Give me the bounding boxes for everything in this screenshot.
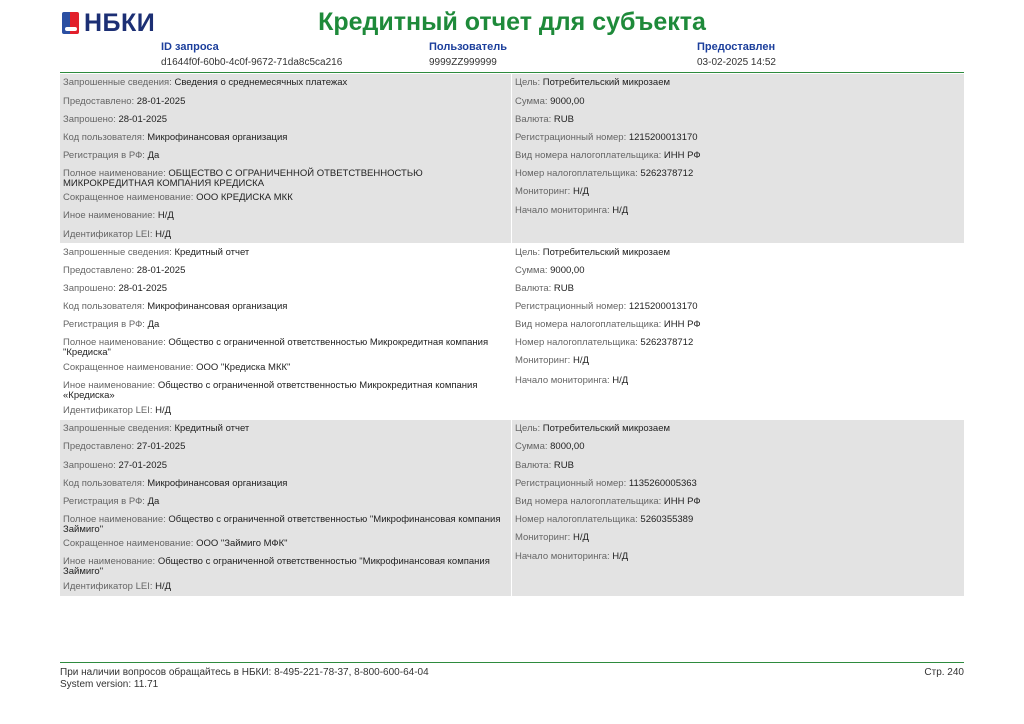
field-reg-number (515, 133, 955, 143)
field-value: Да (147, 319, 160, 330)
field-monitoring-start (515, 376, 955, 386)
header-divider (60, 72, 964, 73)
field-value: Кредитный отчет (174, 247, 250, 258)
field-amount (515, 97, 955, 107)
footer-version: System version: 11.71 (60, 679, 159, 690)
field-key: Запрошено: (63, 114, 116, 125)
field-value: ИНН РФ (663, 150, 701, 161)
footer-divider (60, 662, 964, 663)
field-key: Идентификатор LEI: (63, 581, 153, 592)
field-key: Регистрация в РФ: (63, 319, 145, 330)
field-tax-id-type (515, 497, 955, 507)
field-value: Потребительский микрозаем (542, 423, 671, 434)
meta-provided (697, 40, 776, 70)
field-registration-rf (63, 320, 503, 330)
field-key: Начало мониторинга: (515, 375, 610, 386)
footer-info (60, 667, 429, 691)
field-key: Валюта: (515, 114, 552, 125)
field-purpose (515, 78, 955, 88)
field-key: Цель: (515, 423, 541, 434)
field-key: Сумма: (515, 441, 548, 452)
field-value: RUB (553, 460, 574, 471)
field-tax-id-type (515, 151, 955, 161)
field-value: Н/Д (612, 205, 629, 216)
field-full-name (63, 515, 503, 535)
inquiry-left-column (60, 244, 511, 420)
field-key: Сокращенное наименование: (63, 362, 194, 373)
field-key: Запрошенные сведения: (63, 247, 172, 258)
field-value: Потребительский микрозаем (542, 77, 671, 88)
field-short-name (63, 193, 503, 203)
field-tax-id (515, 338, 955, 348)
meta-label: Пользователь (429, 41, 508, 53)
field-value: 28-01-2025 (118, 283, 168, 294)
field-tax-id (515, 515, 955, 525)
field-key: Предоставлено: (63, 441, 135, 452)
field-value: Кредитный отчет (174, 423, 250, 434)
field-value: 5262378712 (640, 337, 694, 348)
field-value: Микрофинансовая организация (147, 301, 288, 312)
field-value: ИНН РФ (663, 496, 701, 507)
field-requested (63, 284, 503, 294)
meta-label: Предоставлен (697, 41, 776, 53)
field-registration-rf (63, 497, 503, 507)
field-key: Код пользователя: (63, 301, 145, 312)
field-monitoring (515, 533, 955, 543)
field-value: Н/Д (155, 581, 172, 592)
field-reg-number (515, 479, 955, 489)
field-provided (63, 442, 503, 452)
field-key: Номер налогоплательщика: (515, 337, 638, 348)
field-tax-id (515, 169, 955, 179)
field-value: ООО КРЕДИСКА МКК (196, 192, 293, 203)
field-key: Регистрация в РФ: (63, 150, 145, 161)
field-key: Код пользователя: (63, 132, 145, 143)
field-key: Запрошено: (63, 460, 116, 471)
field-key: Сокращенное наименование: (63, 538, 194, 549)
field-value: Н/Д (572, 186, 589, 197)
meta-user (429, 40, 507, 70)
field-key: Валюта: (515, 283, 552, 294)
inquiry-section (60, 420, 964, 596)
meta-value: 03-02-2025 14:52 (697, 57, 776, 68)
field-monitoring-start (515, 206, 955, 216)
field-requested (63, 115, 503, 125)
inquiry-section (60, 74, 964, 243)
field-key: Идентификатор LEI: (63, 229, 153, 240)
field-value: 1215200013170 (628, 301, 698, 312)
field-value: Общество с ограниченной ответственностью "Микрофинансовая компания Займиго" (63, 514, 501, 535)
field-value: Н/Д (157, 210, 174, 221)
field-value: ОБЩЕСТВО С ОГРАНИЧЕННОЙ ОТВЕТСТВЕННОСТЬЮ МИКРОКРЕДИТНАЯ КОМПАНИЯ КРЕДИСКА (63, 168, 423, 189)
field-value: Н/Д (612, 551, 629, 562)
field-key: Мониторинг: (515, 532, 571, 543)
field-key: Идентификатор LEI: (63, 405, 153, 416)
field-key: Мониторинг: (515, 186, 571, 197)
field-tax-id-type (515, 320, 955, 330)
field-lei (63, 582, 503, 592)
field-key: Регистрационный номер: (515, 478, 627, 489)
field-key: Полное наименование: (63, 168, 166, 179)
field-value: 28-01-2025 (136, 265, 186, 276)
field-amount (515, 266, 955, 276)
field-key: Вид номера налогоплательщика: (515, 319, 662, 330)
field-key: Цель: (515, 77, 541, 88)
field-value: 5262378712 (640, 168, 694, 179)
field-short-name (63, 363, 503, 373)
field-key: Код пользователя: (63, 478, 145, 489)
field-value: Н/Д (155, 229, 172, 240)
field-key: Мониторинг: (515, 355, 571, 366)
field-value: 8000,00 (550, 441, 585, 452)
field-key: Начало мониторинга: (515, 551, 610, 562)
field-value: RUB (553, 283, 574, 294)
logo-text: НБКИ (84, 9, 156, 37)
field-value: 28-01-2025 (136, 96, 186, 107)
field-value: Н/Д (572, 355, 589, 366)
field-key: Иное наименование: (63, 380, 156, 391)
field-value: 27-01-2025 (136, 441, 186, 452)
field-value: ИНН РФ (663, 319, 701, 330)
field-currency (515, 284, 955, 294)
field-requested-info (63, 424, 503, 434)
field-requested-info (63, 248, 503, 258)
field-key: Начало мониторинга: (515, 205, 610, 216)
field-value: 9000,00 (550, 265, 585, 276)
field-purpose (515, 248, 955, 258)
field-key: Регистрационный номер: (515, 132, 627, 143)
field-lei (63, 406, 503, 416)
field-value: Общество с ограниченной ответственностью Микрокредитная компания "Кредиска" (63, 337, 489, 358)
field-key: Цель: (515, 247, 541, 258)
field-value: 27-01-2025 (118, 460, 168, 471)
field-key: Иное наименование: (63, 556, 156, 567)
field-key: Номер налогоплательщика: (515, 168, 638, 179)
page-number: Стр. 240 (924, 667, 964, 678)
field-user-code (63, 479, 503, 489)
field-key: Регистрация в РФ: (63, 496, 145, 507)
field-key: Полное наименование: (63, 514, 166, 525)
field-key: Сумма: (515, 96, 548, 107)
field-value: Сведения о среднемесячных платежах (174, 77, 348, 88)
field-requested-info (63, 78, 503, 88)
field-value: Н/Д (612, 375, 629, 386)
field-value: Н/Д (155, 405, 172, 416)
field-key: Запрошенные сведения: (63, 423, 172, 434)
inquiry-left-column (60, 420, 511, 596)
field-key: Запрошенные сведения: (63, 77, 172, 88)
field-provided (63, 266, 503, 276)
field-key: Номер налогоплательщика: (515, 514, 638, 525)
field-monitoring (515, 356, 955, 366)
footer-contact: При наличии вопросов обращайтесь в НБКИ: 8-495-221-78-37, 8-800-600-64-04 (60, 667, 429, 678)
field-other-name (63, 211, 503, 221)
field-registration-rf (63, 151, 503, 161)
field-other-name (63, 557, 503, 577)
field-provided (63, 97, 503, 107)
page-title: Кредитный отчет для субъекта (318, 8, 706, 36)
field-value: Микрофинансовая организация (147, 132, 288, 143)
meta-value: 9999ZZ999999 (429, 57, 497, 68)
field-value: 9000,00 (550, 96, 585, 107)
field-key: Предоставлено: (63, 96, 135, 107)
field-value: Н/Д (572, 532, 589, 543)
field-value: 5260355389 (640, 514, 694, 525)
field-key: Предоставлено: (63, 265, 135, 276)
inquiry-right-column (512, 420, 964, 596)
field-short-name (63, 539, 503, 549)
field-currency (515, 461, 955, 471)
field-user-code (63, 133, 503, 143)
field-reg-number (515, 302, 955, 312)
field-other-name (63, 381, 503, 401)
field-value: Потребительский микрозаем (542, 247, 671, 258)
field-value: Общество с ограниченной ответственностью Микрокредитная компания «Кредиска» (63, 380, 478, 401)
meta-request-id (161, 40, 342, 70)
field-key: Регистрационный номер: (515, 301, 627, 312)
field-key: Иное наименование: (63, 210, 156, 221)
field-value: ООО "Займиго МФК" (196, 538, 288, 549)
field-monitoring (515, 187, 955, 197)
field-key: Валюта: (515, 460, 552, 471)
field-value: Да (147, 150, 160, 161)
field-full-name (63, 338, 503, 358)
field-value: Да (147, 496, 160, 507)
field-value: RUB (553, 114, 574, 125)
field-value: Микрофинансовая организация (147, 478, 288, 489)
field-value: ООО "Кредиска МКК" (196, 362, 291, 373)
field-key: Сумма: (515, 265, 548, 276)
meta-value: d1644f0f-60b0-4c0f-9672-71da8c5ca216 (161, 57, 343, 68)
field-value: 1215200013170 (628, 132, 698, 143)
inquiry-left-column (60, 74, 511, 243)
field-key: Вид номера налогоплательщика: (515, 150, 662, 161)
field-amount (515, 442, 955, 452)
field-value: 1135260005363 (628, 478, 697, 489)
meta-label: ID запроса (161, 41, 219, 53)
field-user-code (63, 302, 503, 312)
field-key: Полное наименование: (63, 337, 166, 348)
field-value: 28-01-2025 (118, 114, 168, 125)
inquiry-section (60, 244, 964, 420)
field-lei (63, 230, 503, 240)
field-key: Сокращенное наименование: (63, 192, 194, 203)
field-requested (63, 461, 503, 471)
field-purpose (515, 424, 955, 434)
field-key: Вид номера налогоплательщика: (515, 496, 662, 507)
field-key: Запрошено: (63, 283, 116, 294)
field-value: Общество с ограниченной ответственностью "Микрофинансовая компания Займиго" (63, 556, 490, 577)
inquiry-right-column (512, 244, 964, 420)
inquiry-right-column (512, 74, 964, 243)
field-currency (515, 115, 955, 125)
field-monitoring-start (515, 552, 955, 562)
field-full-name (63, 169, 503, 189)
